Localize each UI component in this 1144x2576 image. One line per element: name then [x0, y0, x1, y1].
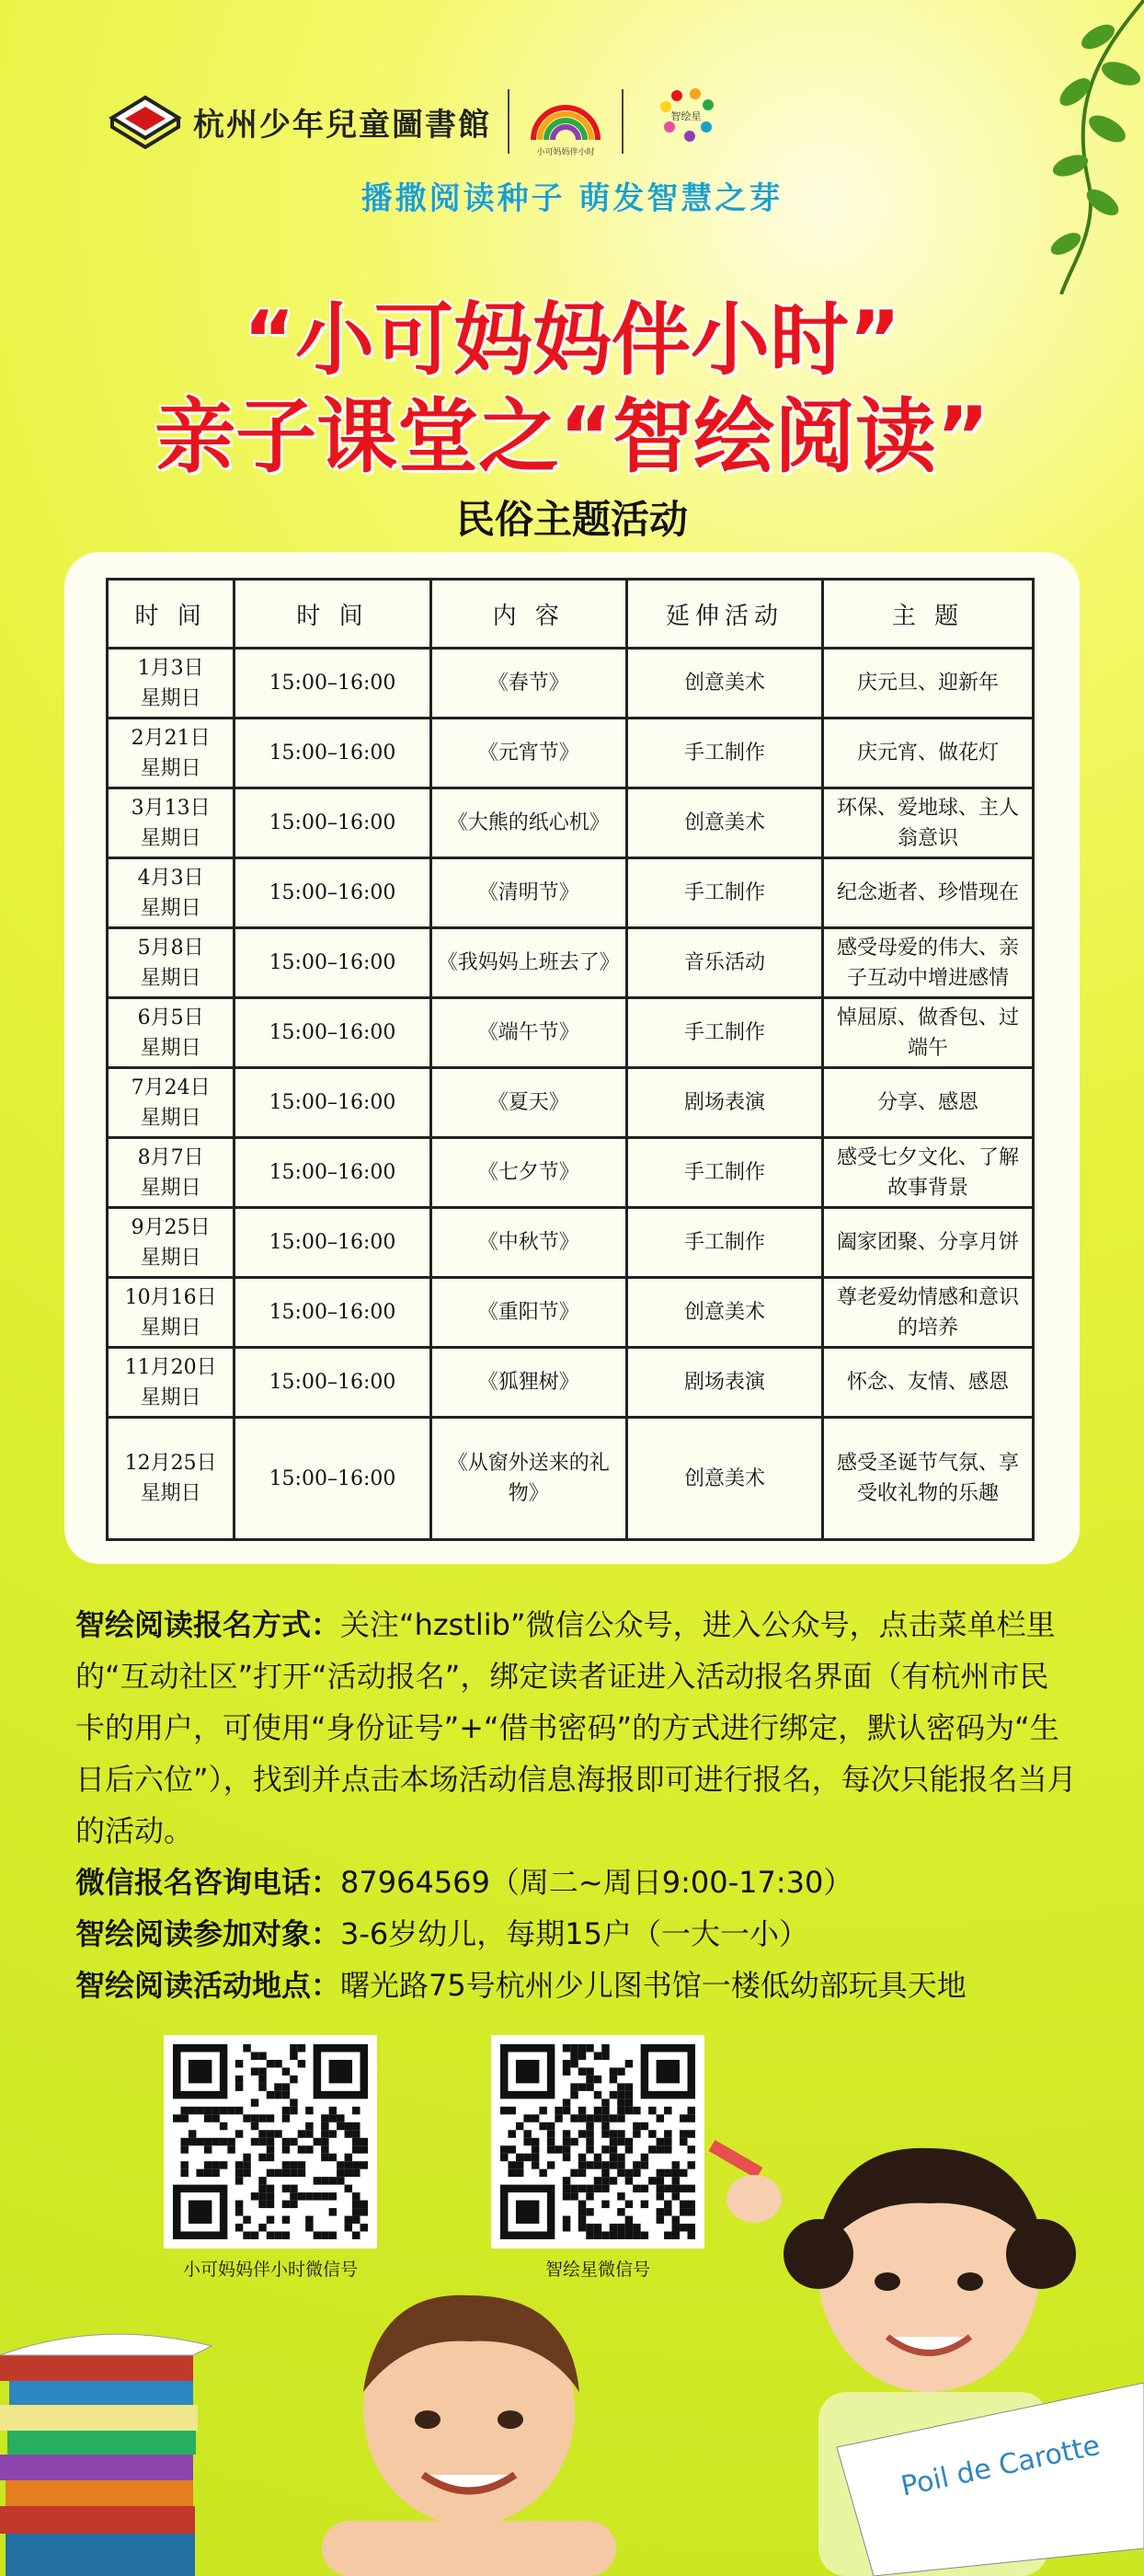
date-text: 2月21日 [131, 726, 211, 750]
weekday-text: 星期日 [140, 1106, 201, 1130]
cell-extension: 创意美术 [626, 649, 822, 719]
cell-theme: 环保、爱地球、主人翁意识 [823, 788, 1034, 858]
cell-date [108, 788, 235, 858]
qr-code-1[interactable] [164, 2035, 377, 2281]
header-extension: 延伸活动 [626, 580, 822, 649]
boy-illustration [303, 2272, 635, 2576]
date-text: 12月25日 [124, 1452, 217, 1475]
weekday-text: 星期日 [140, 1386, 201, 1409]
weekday-text: 星期日 [140, 826, 201, 850]
cell-theme: 感受母爱的伟大、亲子互动中增进感情 [823, 928, 1034, 998]
cell-content: 《七夕节》 [430, 1138, 626, 1208]
table-body [108, 649, 1034, 1540]
cell-time: 15:00–16:00 [235, 1278, 430, 1348]
table-row [108, 1418, 1034, 1540]
cell-date [108, 1348, 235, 1418]
cell-date [108, 1418, 235, 1540]
date-text: 1月3日 [137, 656, 204, 680]
header-theme: 主 题 [823, 580, 1034, 649]
cell-content: 《大熊的纸心机》 [430, 788, 626, 858]
book-cover-text: Poil de Carotte [898, 2429, 1104, 2503]
cell-theme: 庆元旦、迎新年 [823, 649, 1034, 719]
location-paragraph [75, 1960, 1078, 2011]
cell-content: 《重阳节》 [430, 1278, 626, 1348]
cell-extension: 音乐活动 [626, 928, 822, 998]
cell-theme: 分享、感恩 [823, 1068, 1034, 1138]
weekday-text: 星期日 [140, 1036, 201, 1060]
cell-extension: 创意美术 [626, 1418, 822, 1540]
qr-code-icon [500, 2044, 695, 2239]
cell-extension: 手工制作 [626, 1138, 822, 1208]
cell-date [108, 649, 235, 719]
signup-paragraph [75, 1599, 1078, 1857]
logo-divider [622, 89, 623, 154]
cell-date [108, 858, 235, 928]
cell-theme: 纪念逝者、珍惜现在 [823, 858, 1034, 928]
qr-caption-2: 智绘星微信号 [544, 2260, 650, 2280]
date-text: 5月8日 [137, 936, 204, 960]
audience-label: 智绘阅读参加对象： [75, 1916, 341, 1951]
qr-code-2[interactable] [491, 2035, 704, 2281]
phone-label: 微信报名咨询电话： [75, 1865, 341, 1900]
cell-theme: 尊老爱幼情感和意识的培养 [823, 1278, 1034, 1348]
cell-date [108, 928, 235, 998]
date-text: 9月25日 [131, 1215, 211, 1239]
cell-date [108, 1068, 235, 1138]
weekday-text: 星期日 [140, 1316, 201, 1340]
cell-theme: 感受圣诞节气氛、享受收礼物的乐趣 [823, 1418, 1034, 1540]
cell-theme: 阖家团聚、分享月饼 [823, 1208, 1034, 1278]
table-row [108, 1208, 1034, 1278]
weekday-text: 星期日 [140, 756, 201, 780]
cell-theme: 庆元宵、做花灯 [823, 719, 1034, 788]
header-date: 时 间 [108, 580, 235, 649]
cell-content: 《春节》 [430, 649, 626, 719]
info-section [75, 1599, 1078, 2011]
cell-time: 15:00–16:00 [235, 858, 430, 928]
cell-time: 15:00–16:00 [235, 1208, 430, 1278]
cell-time: 15:00–16:00 [235, 1068, 430, 1138]
table-row [108, 788, 1034, 858]
zhihuixing-logo-caption: 智绘星 [670, 110, 702, 122]
table-row [108, 928, 1034, 998]
title-line-2: 亲子课堂之“智绘阅读” [154, 389, 990, 484]
table-row [108, 1138, 1034, 1208]
weekday-text: 星期日 [140, 896, 201, 920]
cell-extension: 创意美术 [626, 1278, 822, 1348]
table-row [108, 1278, 1034, 1348]
table-header-row [108, 580, 1034, 649]
phone-paragraph [75, 1857, 1078, 1908]
header-logos [109, 85, 732, 158]
qr-caption-1: 小可妈妈伴小时微信号 [182, 2260, 358, 2280]
cell-time: 15:00–16:00 [235, 788, 430, 858]
date-text: 7月24日 [131, 1075, 211, 1099]
book-stack-illustration [0, 2318, 221, 2576]
cell-time: 15:00–16:00 [235, 998, 430, 1068]
cell-extension: 剧场表演 [626, 1348, 822, 1418]
library-logo-icon [109, 94, 182, 149]
schedule-panel [64, 552, 1080, 1564]
cell-content: 《端午节》 [430, 998, 626, 1068]
cell-theme: 悼屈原、做香包、过端午 [823, 998, 1034, 1068]
date-text: 8月7日 [137, 1145, 204, 1169]
schedule-table [106, 578, 1035, 1541]
phone-text: 87964569（周二~周日9:00-17:30） [340, 1865, 853, 1900]
date-text: 6月5日 [137, 1006, 204, 1029]
cell-content: 《我妈妈上班去了》 [430, 928, 626, 998]
weekday-text: 星期日 [140, 1176, 201, 1200]
library-name: 杭州少年兒童圖書館 [193, 106, 491, 144]
weekday-text: 星期日 [140, 1482, 201, 1505]
table-row [108, 998, 1034, 1068]
rainbow-logo-icon [526, 85, 605, 158]
cell-extension: 手工制作 [626, 998, 822, 1068]
signup-text: 关注“hzstlib”微信公众号，进入公众号，点击菜单栏里的“互动社区”打开“活动报名”，绑定读者证进入活动报名界面（有杭州市民卡的用户，可使用“身份证号”+“借书密码”的方式进行绑定，默认密码为“生日后六位”），找到并点击本场活动信息海报即可进行报名，每次只能报名当月的活动。 [75, 1607, 1077, 1848]
cell-date [108, 1208, 235, 1278]
subtitle: 民俗主题活动 [455, 497, 688, 542]
cell-content: 《夏天》 [430, 1068, 626, 1138]
cell-content: 《狐狸树》 [430, 1348, 626, 1418]
weekday-text: 星期日 [140, 966, 201, 990]
cell-date [108, 719, 235, 788]
location-label: 智绘阅读活动地点： [75, 1968, 341, 2003]
cell-theme: 感受七夕文化、了解故事背景 [823, 1138, 1034, 1208]
cell-content: 《清明节》 [430, 858, 626, 928]
table-row [108, 1068, 1034, 1138]
title-line-1: “小可妈妈伴小时” [243, 294, 901, 386]
table-row [108, 649, 1034, 719]
vine-decoration [960, 0, 1144, 294]
audience-text: 3-6岁幼儿，每期15户（一大一小） [340, 1916, 809, 1951]
logo-divider [508, 89, 509, 154]
zhihuixing-logo-icon [649, 85, 732, 158]
date-text: 4月3日 [137, 866, 204, 890]
weekday-text: 星期日 [140, 1246, 201, 1270]
cell-time: 15:00–16:00 [235, 928, 430, 998]
cell-extension: 剧场表演 [626, 1068, 822, 1138]
table-row [108, 719, 1034, 788]
header-content: 内 容 [430, 580, 626, 649]
cell-date [108, 1278, 235, 1348]
location-text: 曙光路75号杭州少儿图书馆一楼低幼部玩具天地 [340, 1968, 967, 2003]
cell-time: 15:00–16:00 [235, 1348, 430, 1418]
cell-time: 15:00–16:00 [235, 1418, 430, 1540]
cell-content: 《从窗外送来的礼物》 [430, 1418, 626, 1540]
cell-theme: 怀念、友情、感恩 [823, 1348, 1034, 1418]
date-text: 10月16日 [124, 1285, 217, 1309]
qr-code-icon [173, 2044, 368, 2239]
cell-date [108, 998, 235, 1068]
cell-content: 《中秋节》 [430, 1208, 626, 1278]
audience-paragraph [75, 1908, 1078, 1960]
cell-extension: 手工制作 [626, 1208, 822, 1278]
cell-time: 15:00–16:00 [235, 649, 430, 719]
cell-content: 《元宵节》 [430, 719, 626, 788]
cell-date [108, 1138, 235, 1208]
cell-extension: 创意美术 [626, 788, 822, 858]
slogan: 播撒阅读种子 萌发智慧之芽 [360, 180, 784, 217]
cell-time: 15:00–16:00 [235, 1138, 430, 1208]
header-time: 时 间 [235, 580, 430, 649]
date-text: 3月13日 [131, 796, 211, 820]
weekday-text: 星期日 [140, 686, 201, 710]
table-row [108, 858, 1034, 928]
cell-extension: 手工制作 [626, 719, 822, 788]
date-text: 11月20日 [124, 1355, 217, 1379]
girl-reading-illustration [699, 2116, 1144, 2576]
table-row [108, 1348, 1034, 1418]
signup-label: 智绘阅读报名方式： [75, 1607, 341, 1642]
cell-extension: 手工制作 [626, 858, 822, 928]
rainbow-logo-caption: 小可妈妈伴小时 [536, 148, 595, 157]
cell-time: 15:00–16:00 [235, 719, 430, 788]
